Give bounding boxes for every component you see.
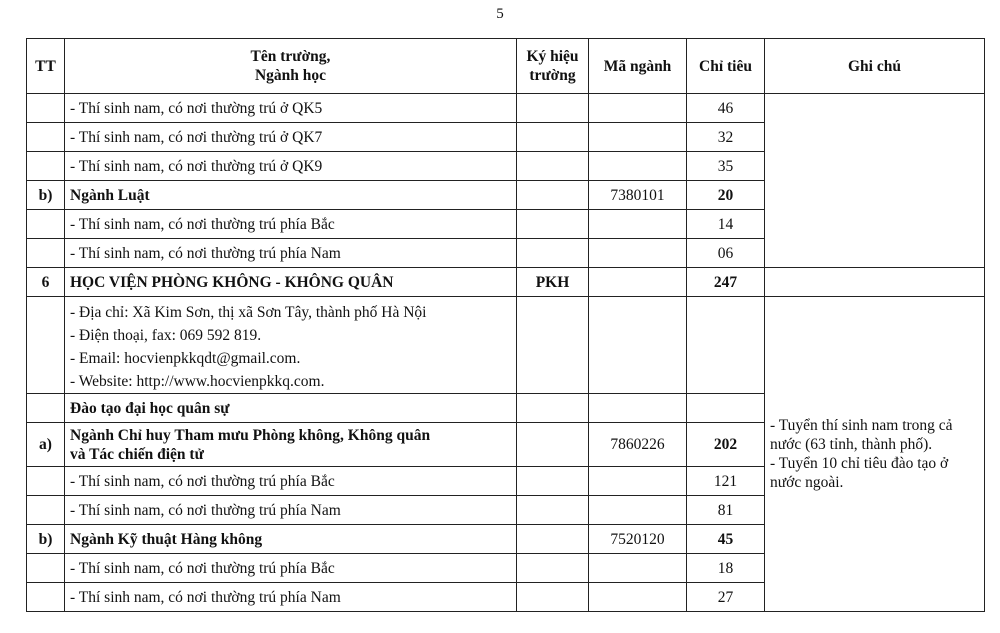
cell-major-code: [589, 394, 687, 423]
cell-tt: b): [27, 181, 65, 210]
cell-tt: b): [27, 525, 65, 554]
cell-school-code: [517, 239, 589, 268]
cell-school-code: [517, 123, 589, 152]
major-code: 7860226: [589, 423, 687, 467]
cell-major-code: [589, 554, 687, 583]
cell-name: - Thí sinh nam, có nơi thường trú phía Bắc: [65, 554, 517, 583]
cell-quota: 18: [687, 554, 765, 583]
section-title: Đào tạo đại học quân sự: [65, 394, 517, 423]
cell-tt: [27, 239, 65, 268]
cell-quota: 46: [687, 94, 765, 123]
cell-quota: 27: [687, 583, 765, 612]
header-name-line2: Ngành học: [254, 67, 327, 84]
cell-tt: [27, 467, 65, 496]
cell-major-code: [589, 297, 687, 394]
note-line-1: - Tuyển thí sinh nam trong cả nước (63 tỉnh, thành phố).: [770, 417, 953, 453]
cell-note-empty: [765, 94, 985, 268]
cell-major-code: [589, 152, 687, 181]
header-note: Ghi chú: [765, 39, 985, 94]
cell-tt: [27, 496, 65, 525]
cell-name: - Thí sinh nam, có nơi thường trú phía Bắc: [65, 467, 517, 496]
header-quota: Chỉ tiêu: [687, 39, 765, 94]
cell-major-code: [589, 268, 687, 297]
cell-major-code: 7380101: [589, 181, 687, 210]
school-notes: [765, 297, 985, 612]
cell-major-code: [589, 467, 687, 496]
cell-quota: 81: [687, 496, 765, 525]
header-name-line1: Tên trường,: [250, 48, 331, 65]
cell-school-code: [517, 94, 589, 123]
cell-tt: [27, 297, 65, 394]
cell-quota: 45: [687, 525, 765, 554]
cell-name: - Thí sinh nam, có nơi thường trú ở QK7: [65, 123, 517, 152]
header-name: [65, 39, 517, 94]
table-row: [27, 94, 985, 123]
cell-school-code: [517, 554, 589, 583]
contact-info: [65, 297, 517, 394]
cell-tt: a): [27, 423, 65, 467]
cell-major-code: [589, 94, 687, 123]
cell-quota: 121: [687, 467, 765, 496]
cell-tt: [27, 394, 65, 423]
cell-tt: [27, 210, 65, 239]
cell-school-code: [517, 181, 589, 210]
cell-name: - Thí sinh nam, có nơi thường trú phía Nam: [65, 239, 517, 268]
contact-phone: - Điện thoại, fax: 069 592 819.: [70, 327, 262, 344]
cell-note-empty: [765, 268, 985, 297]
cell-quota: 14: [687, 210, 765, 239]
cell-school-code: [517, 152, 589, 181]
header-tt: TT: [27, 39, 65, 94]
cell-major-code: [589, 496, 687, 525]
cell-school-code: [517, 525, 589, 554]
cell-school-code: [517, 467, 589, 496]
cell-school-code: [517, 496, 589, 525]
contact-row: [27, 297, 985, 394]
cell-school-code: [517, 394, 589, 423]
cell-tt: [27, 94, 65, 123]
cell-major-code: 7520120: [589, 525, 687, 554]
header-major-code: Mã ngành: [589, 39, 687, 94]
school-name: HỌC VIỆN PHÒNG KHÔNG - KHÔNG QUÂN: [65, 268, 517, 297]
cell-school-code: [517, 210, 589, 239]
cell-quota: [687, 394, 765, 423]
cell-quota: 32: [687, 123, 765, 152]
major-name-line2: và Tác chiến điện tử: [70, 445, 204, 463]
cell-major-code: [589, 123, 687, 152]
cell-name: - Thí sinh nam, có nơi thường trú phía Bắc: [65, 210, 517, 239]
cell-school-code: [517, 423, 589, 467]
cell-school-code: [517, 297, 589, 394]
header-school-code: [517, 39, 589, 94]
school-quota: 247: [687, 268, 765, 297]
cell-name: Ngành Kỹ thuật Hàng không: [65, 525, 517, 554]
header-school-code-line2: trường: [529, 67, 576, 84]
page-number: 5: [496, 6, 504, 22]
cell-quota: [687, 297, 765, 394]
cell-tt: [27, 123, 65, 152]
cell-tt: 6: [27, 268, 65, 297]
school-code: PKH: [517, 268, 589, 297]
cell-name: - Thí sinh nam, có nơi thường trú ở QK9: [65, 152, 517, 181]
cell-quota: 35: [687, 152, 765, 181]
contact-website: - Website: http://www.hocvienpkkq.com.: [70, 373, 325, 390]
cell-name: Ngành Luật: [65, 181, 517, 210]
header-school-code-line1: Ký hiệu: [526, 48, 579, 65]
school-row: [27, 268, 985, 297]
cell-tt: [27, 152, 65, 181]
cell-quota: 06: [687, 239, 765, 268]
cell-quota: 20: [687, 181, 765, 210]
cell-name: - Thí sinh nam, có nơi thường trú ở QK5: [65, 94, 517, 123]
cell-name: - Thí sinh nam, có nơi thường trú phía Nam: [65, 496, 517, 525]
major-quota: 202: [687, 423, 765, 467]
cell-tt: [27, 583, 65, 612]
cell-school-code: [517, 583, 589, 612]
cell-tt: [27, 554, 65, 583]
contact-email: - Email: hocvienpkkqdt@gmail.com.: [70, 350, 301, 367]
major-name: [65, 423, 517, 467]
cell-name: - Thí sinh nam, có nơi thường trú phía Nam: [65, 583, 517, 612]
note-line-2: - Tuyển 10 chỉ tiêu đào tạo ở nước ngoài.: [770, 455, 949, 491]
admissions-table: [26, 38, 985, 612]
table-header-row: [27, 39, 985, 94]
cell-major-code: [589, 583, 687, 612]
contact-address: - Địa chỉ: Xã Kim Sơn, thị xã Sơn Tây, thành phố Hà Nội: [70, 304, 427, 321]
cell-major-code: [589, 210, 687, 239]
cell-major-code: [589, 239, 687, 268]
major-name-line1: Ngành Chỉ huy Tham mưu Phòng không, Không quân: [70, 426, 431, 444]
